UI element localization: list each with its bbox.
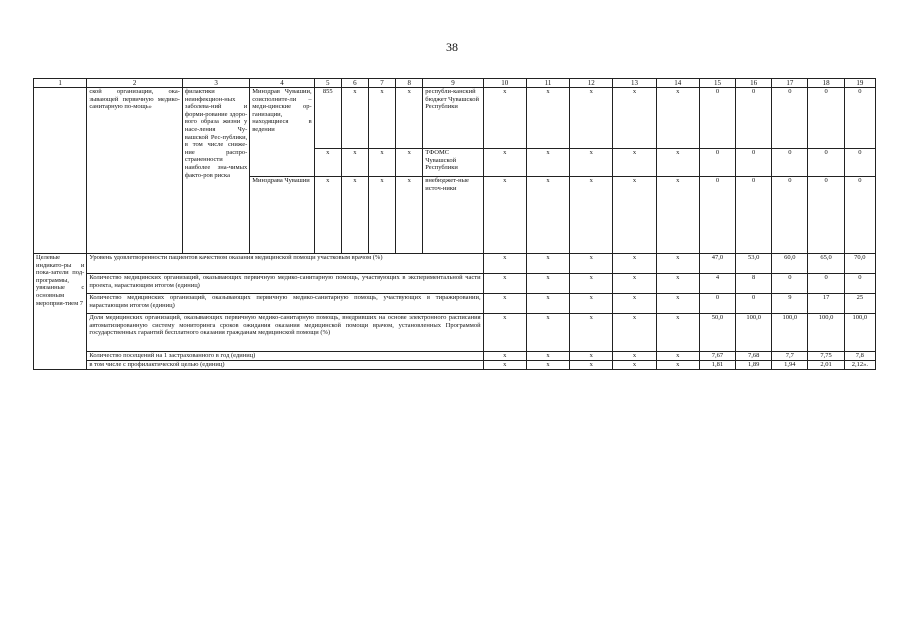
column-number-cell: 6: [341, 79, 368, 88]
column-number-cell: 18: [808, 79, 844, 88]
indicator-cell: x: [483, 361, 526, 370]
cell: 0: [772, 177, 808, 254]
indicator-value: 47,0: [699, 254, 735, 274]
indicator-cell: x: [570, 254, 613, 274]
indicator-text: Доля медицинских организаций, оказывающих первичную медико-санитарную помощь, внедривших на основе электронного расписания автоматизированную систему мониторинга сроков ожидания оказания медицинской помощи врачом, установленных Программой государственных гарантий бесплатного оказания гражданам медицинской помощи (%): [87, 314, 483, 352]
indicator-value: 60,0: [772, 254, 808, 274]
indicator-cell: x: [613, 352, 656, 361]
column-number-cell: 16: [736, 79, 772, 88]
cell: x: [396, 177, 423, 254]
cell: x: [396, 88, 423, 149]
indicator-value: 0: [808, 274, 844, 294]
cell: x: [483, 88, 526, 149]
column-number-cell: 14: [656, 79, 699, 88]
cell: x: [526, 88, 569, 149]
source-cell: ТФОМС Чувашской Республики: [423, 149, 483, 177]
indicator-value: 2,12».: [844, 361, 875, 370]
indicator-cell: x: [570, 314, 613, 352]
indicator-value: 25: [844, 294, 875, 314]
indicator-cell: x: [656, 294, 699, 314]
indicator-row: [34, 254, 876, 274]
indicator-value: 100,0: [772, 314, 808, 352]
indicator-value: 7,75: [808, 352, 844, 361]
cell: 0: [699, 149, 735, 177]
cell: x: [396, 149, 423, 177]
indicator-cell: x: [483, 352, 526, 361]
indicator-cell: x: [526, 361, 569, 370]
column-number-cell: 15: [699, 79, 735, 88]
column-number-cell: 17: [772, 79, 808, 88]
cell: x: [613, 88, 656, 149]
cell: x: [341, 177, 368, 254]
page-number: 38: [446, 40, 458, 54]
indicator-cell: x: [570, 294, 613, 314]
cell: 0: [808, 177, 844, 254]
cell: x: [341, 88, 368, 149]
indicator-value: 7,8: [844, 352, 875, 361]
cell: 0: [844, 149, 875, 177]
indicator-cell: x: [656, 274, 699, 294]
indicator-text: Количество медицинских организаций, оказывающих первичную медико-санитарную помощь, участвующих в тиражировании, нарастающим итогом (единиц): [87, 294, 483, 314]
cell: 0: [808, 149, 844, 177]
header-row: [34, 79, 876, 88]
column-number-cell: 11: [526, 79, 569, 88]
indicator-value: 1,89: [736, 361, 772, 370]
column-number-cell: 8: [396, 79, 423, 88]
empty-cell: [34, 88, 87, 254]
indicator-value: 7,67: [699, 352, 735, 361]
cell: x: [570, 177, 613, 254]
indicator-value: 0: [844, 274, 875, 294]
cell: 0: [772, 149, 808, 177]
indicator-value: 53,0: [736, 254, 772, 274]
indicator-cell: x: [656, 314, 699, 352]
indicator-cell: x: [483, 294, 526, 314]
indicator-value: 0: [772, 274, 808, 294]
cell: 0: [844, 88, 875, 149]
cell: x: [526, 149, 569, 177]
cell: x: [483, 177, 526, 254]
column-number-cell: 9: [423, 79, 483, 88]
indicator-cell: x: [570, 361, 613, 370]
indicator-value: 2,01: [808, 361, 844, 370]
cell: 0: [736, 88, 772, 149]
indicator-value: 0: [736, 294, 772, 314]
column-number-cell: 7: [368, 79, 395, 88]
cell: 855: [314, 88, 341, 149]
table-row: [34, 88, 876, 149]
indicator-value: 4: [699, 274, 735, 294]
indicator-cell: x: [570, 352, 613, 361]
column-number-cell: 1: [34, 79, 87, 88]
indicator-cell: x: [613, 314, 656, 352]
indicator-cell: x: [656, 254, 699, 274]
indicator-value: 50,0: [699, 314, 735, 352]
cell: 0: [772, 88, 808, 149]
cell: x: [570, 88, 613, 149]
indicator-cell: x: [526, 352, 569, 361]
cell: x: [368, 149, 395, 177]
indicator-cell: x: [526, 254, 569, 274]
source-cell: республи-канский бюджет Чувашской Республики: [423, 88, 483, 149]
indicator-text: Количество посещений на 1 застрахованного в год (единиц): [87, 352, 483, 361]
column-number-cell: 10: [483, 79, 526, 88]
executor-cell: Минздрава Чувашии: [250, 177, 314, 254]
indicator-cell: x: [483, 274, 526, 294]
indicator-row: [34, 352, 876, 361]
indicator-row: [34, 314, 876, 352]
cell: x: [314, 177, 341, 254]
cell: 0: [699, 88, 735, 149]
cell: x: [526, 177, 569, 254]
cell: 0: [844, 177, 875, 254]
column-number-cell: 19: [844, 79, 875, 88]
column-number-cell: 12: [570, 79, 613, 88]
indicator-value: 0: [699, 294, 735, 314]
column-number-cell: 5: [314, 79, 341, 88]
cell: x: [656, 88, 699, 149]
program-table: [33, 78, 876, 370]
indicator-cell: x: [526, 314, 569, 352]
indicator-text: в том числе с профилактической целью (единиц): [87, 361, 483, 370]
column-number-cell: 13: [613, 79, 656, 88]
column-number-cell: 2: [87, 79, 183, 88]
column-number-cell: 4: [250, 79, 314, 88]
indicator-text: Количество медицинских организаций, оказывающих первичную медико-санитарную помощь, участвующих в экспериментальной части проекта, нарастающим итогом (единиц): [87, 274, 483, 294]
cell: 0: [808, 88, 844, 149]
cell: x: [368, 177, 395, 254]
cell: 0: [736, 177, 772, 254]
cell: 0: [736, 149, 772, 177]
indicator-cell: x: [483, 314, 526, 352]
indicator-value: 1,81: [699, 361, 735, 370]
cell: x: [613, 177, 656, 254]
indicator-value: 17: [808, 294, 844, 314]
indicator-cell: x: [570, 274, 613, 294]
indicator-cell: x: [526, 274, 569, 294]
column-number-cell: 3: [182, 79, 249, 88]
indicator-cell: x: [613, 254, 656, 274]
cell: x: [341, 149, 368, 177]
cell: x: [314, 149, 341, 177]
indicator-value: 9: [772, 294, 808, 314]
indicator-cell: x: [526, 294, 569, 314]
task-cell: филактики неинфекцион-ных заболева-ний и форми-рование здоро-вого образа жизни у насе-ления Чу-вашской Рес-публики, в том числе сниже-ние распро-страненности наиболее зна-чимых факто-ров риска: [182, 88, 249, 254]
indicator-row: [34, 294, 876, 314]
indicator-cell: x: [656, 361, 699, 370]
cell: x: [613, 149, 656, 177]
indicator-value: 7,7: [772, 352, 808, 361]
indicator-cell: x: [613, 274, 656, 294]
indicator-value: 65,0: [808, 254, 844, 274]
cell: 0: [699, 177, 735, 254]
indicator-cell: x: [656, 352, 699, 361]
indicator-value: 1,94: [772, 361, 808, 370]
cell: x: [483, 149, 526, 177]
indicator-cell: x: [483, 254, 526, 274]
indicator-value: 70,0: [844, 254, 875, 274]
target-indicators-label: Целевые индикато-ры и пока-затели под-программы, увязанные с основным мероприя-тием 7: [34, 254, 87, 370]
cell: x: [570, 149, 613, 177]
indicator-value: 100,0: [808, 314, 844, 352]
indicator-value: 100,0: [736, 314, 772, 352]
event-name-cell: ской организации, ока-зывающей первичную медико-санитарную по-мощь»: [87, 88, 183, 254]
indicator-row: [34, 361, 876, 370]
cell: x: [656, 149, 699, 177]
indicator-value: 100,0: [844, 314, 875, 352]
indicator-value: 8: [736, 274, 772, 294]
cell: x: [656, 177, 699, 254]
cell: x: [368, 88, 395, 149]
indicator-cell: x: [613, 294, 656, 314]
executor-cell: Минздрав Чувашии, соисполните-ли – меди-цинские ор-ганизации, находящиеся в ведении: [250, 88, 314, 177]
indicator-text: Уровень удовлетворенности пациентов качеством оказания медицинской помощи участковым врачом (%): [87, 254, 483, 274]
indicator-value: 7,68: [736, 352, 772, 361]
indicator-row: [34, 274, 876, 294]
source-cell: внебюджет-ные источ-ники: [423, 177, 483, 254]
indicator-cell: x: [613, 361, 656, 370]
